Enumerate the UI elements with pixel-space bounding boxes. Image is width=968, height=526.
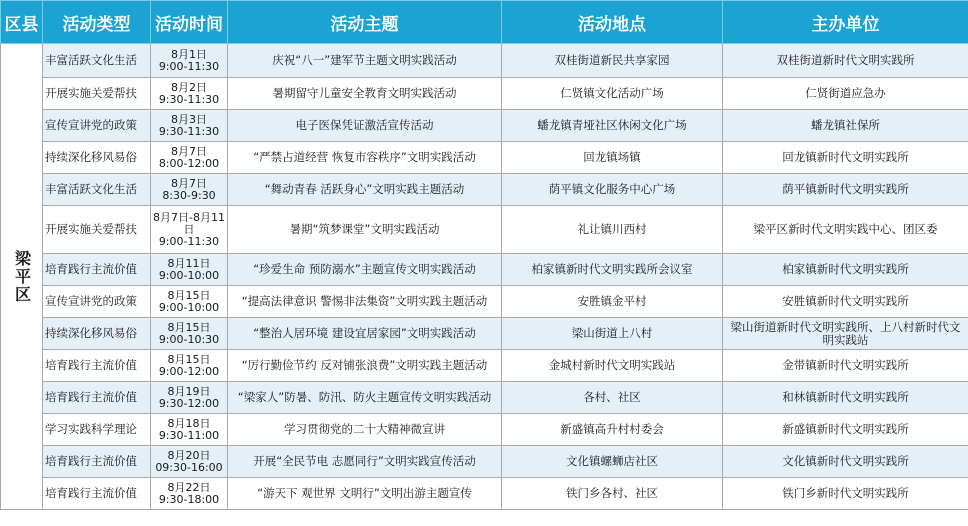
host-unit-cell: 和林镇新时代文明实践所	[723, 382, 968, 414]
activity-theme-cell: “梁家人”防暑、防汛、防火主题宣传文明实践活动	[228, 382, 502, 414]
header-activity-location: 活动地点	[502, 1, 723, 44]
table-row	[1, 350, 968, 382]
activity-theme-cell: 电子医保凭证激活宣传活动	[228, 110, 502, 142]
activity-location-cell: 双桂街道新民共享家园	[502, 44, 723, 78]
activity-type-cell: 培育践行主流价值	[43, 446, 151, 478]
activity-type-cell: 宣传宣讲党的政策	[43, 110, 151, 142]
activity-time-cell: 8月18日 9:30-11:00	[151, 414, 228, 446]
table-row	[1, 142, 968, 174]
activity-time-cell: 8月1日 9:00-11:30	[151, 44, 228, 78]
host-unit-cell: 梁平区新时代文明实践中心、团区委	[723, 206, 968, 254]
activity-time-cell: 8月22日 9:30-18:00	[151, 478, 228, 510]
host-unit-cell: 安胜镇新时代文明实践所	[723, 286, 968, 318]
activity-theme-cell: “提高法律意识 警惕非法集资”文明实践主题活动	[228, 286, 502, 318]
table-row	[1, 318, 968, 350]
activity-time-cell: 8月3日 9:30-11:30	[151, 110, 228, 142]
activity-location-cell: 柏家镇新时代文明实践所会议室	[502, 254, 723, 286]
activity-type-cell: 持续深化移风易俗	[43, 318, 151, 350]
activity-theme-cell: “严禁占道经营 恢复市容秩序”文明实践活动	[228, 142, 502, 174]
activity-location-cell: 铁门乡各村、社区	[502, 478, 723, 510]
activity-type-cell: 开展实施关爱帮扶	[43, 78, 151, 110]
activity-theme-cell: “厉行勤俭节约 反对铺张浪费”文明实践主题活动	[228, 350, 502, 382]
header-row	[1, 1, 968, 44]
header-activity-type: 活动类型	[43, 1, 151, 44]
activity-theme-cell: 暑期留守儿童安全教育文明实践活动	[228, 78, 502, 110]
table-row	[1, 174, 968, 206]
activity-type-cell: 培育践行主流价值	[43, 254, 151, 286]
host-unit-cell: 铁门乡新时代文明实践所	[723, 478, 968, 510]
activity-theme-cell: 学习贯彻党的二十大精神微宣讲	[228, 414, 502, 446]
activity-type-cell: 学习实践科学理论	[43, 414, 151, 446]
host-unit-cell: 回龙镇新时代文明实践所	[723, 142, 968, 174]
table-row	[1, 206, 968, 254]
activity-theme-cell: “舞动青春 活跃身心”文明实践主题活动	[228, 174, 502, 206]
table-body	[1, 44, 968, 510]
table-row	[1, 110, 968, 142]
activity-location-cell: 各村、社区	[502, 382, 723, 414]
activity-type-cell: 培育践行主流价值	[43, 382, 151, 414]
table-row	[1, 44, 968, 78]
activity-theme-cell: “整治人居环境 建设宜居家园”文明实践活动	[228, 318, 502, 350]
activity-location-cell: 安胜镇金平村	[502, 286, 723, 318]
table-row	[1, 254, 968, 286]
table-row	[1, 478, 968, 510]
host-unit-cell: 荫平镇新时代文明实践所	[723, 174, 968, 206]
header-county: 区县	[1, 1, 43, 44]
host-unit-cell: 柏家镇新时代文明实践所	[723, 254, 968, 286]
activity-location-cell: 文化镇螺蛳店社区	[502, 446, 723, 478]
county-cell: 梁平区	[1, 44, 43, 510]
activity-type-cell: 宣传宣讲党的政策	[43, 286, 151, 318]
activity-type-cell: 丰富活跃文化生活	[43, 44, 151, 78]
activity-location-cell: 回龙镇场镇	[502, 142, 723, 174]
header-activity-theme: 活动主题	[228, 1, 502, 44]
activity-type-cell: 丰富活跃文化生活	[43, 174, 151, 206]
activity-type-cell: 培育践行主流价值	[43, 350, 151, 382]
activity-theme-cell: 庆祝“八一”建军节主题文明实践活动	[228, 44, 502, 78]
activity-time-cell: 8月15日 9:00-10:00	[151, 286, 228, 318]
host-unit-cell: 双桂街道新时代文明实践所	[723, 44, 968, 78]
activity-location-cell: 新盛镇高升村村委会	[502, 414, 723, 446]
activity-time-cell: 8月20日09:30-16:00	[151, 446, 228, 478]
activity-theme-cell: “游天下 观世界 文明行”文明出游主题宣传	[228, 478, 502, 510]
host-unit-cell: 仁贤街道应急办	[723, 78, 968, 110]
activity-time-cell: 8月15日 9:00-12:00	[151, 350, 228, 382]
activity-theme-cell: “珍爱生命 预防溺水”主题宣传文明实践活动	[228, 254, 502, 286]
table-row	[1, 78, 968, 110]
activity-theme-cell: 暑期“筑梦课堂”文明实践活动	[228, 206, 502, 254]
activity-time-cell: 8月7日-8月11日 9:00-11:30	[151, 206, 228, 254]
activity-type-cell: 开展实施关爱帮扶	[43, 206, 151, 254]
activity-time-cell: 8月2日 9:30-11:30	[151, 78, 228, 110]
activity-location-cell: 梁山街道上八村	[502, 318, 723, 350]
host-unit-cell: 金带镇新时代文明实践所	[723, 350, 968, 382]
activity-time-cell: 8月11日 9:00-10:00	[151, 254, 228, 286]
table-row	[1, 446, 968, 478]
activity-time-cell: 8月7日 8:30-9:30	[151, 174, 228, 206]
table-row	[1, 414, 968, 446]
activity-time-cell: 8月7日 8:00-12:00	[151, 142, 228, 174]
table-row	[1, 286, 968, 318]
table-row	[1, 382, 968, 414]
activity-type-cell: 持续深化移风易俗	[43, 142, 151, 174]
activity-location-cell: 荫平镇文化服务中心广场	[502, 174, 723, 206]
activity-time-cell: 8月19日 9:30-12:00	[151, 382, 228, 414]
activity-time-cell: 8月15日 9:00-10:30	[151, 318, 228, 350]
host-unit-cell: 文化镇新时代文明实践所	[723, 446, 968, 478]
activity-location-cell: 仁贤镇文化活动广场	[502, 78, 723, 110]
activity-location-cell: 礼让镇川西村	[502, 206, 723, 254]
host-unit-cell: 梁山街道新时代文明实践所、上八村新时代文明实践站	[723, 318, 968, 350]
activity-theme-cell: 开展“全民节电 志愿同行”文明实践宣传活动	[228, 446, 502, 478]
activity-type-cell: 培育践行主流价值	[43, 478, 151, 510]
host-unit-cell: 新盛镇新时代文明实践所	[723, 414, 968, 446]
activity-location-cell: 金城村新时代文明实践站	[502, 350, 723, 382]
header-host-unit: 主办单位	[723, 1, 968, 44]
host-unit-cell: 蟠龙镇社保所	[723, 110, 968, 142]
header-activity-time: 活动时间	[151, 1, 228, 44]
activity-location-cell: 蟠龙镇青垭社区休闲文化广场	[502, 110, 723, 142]
